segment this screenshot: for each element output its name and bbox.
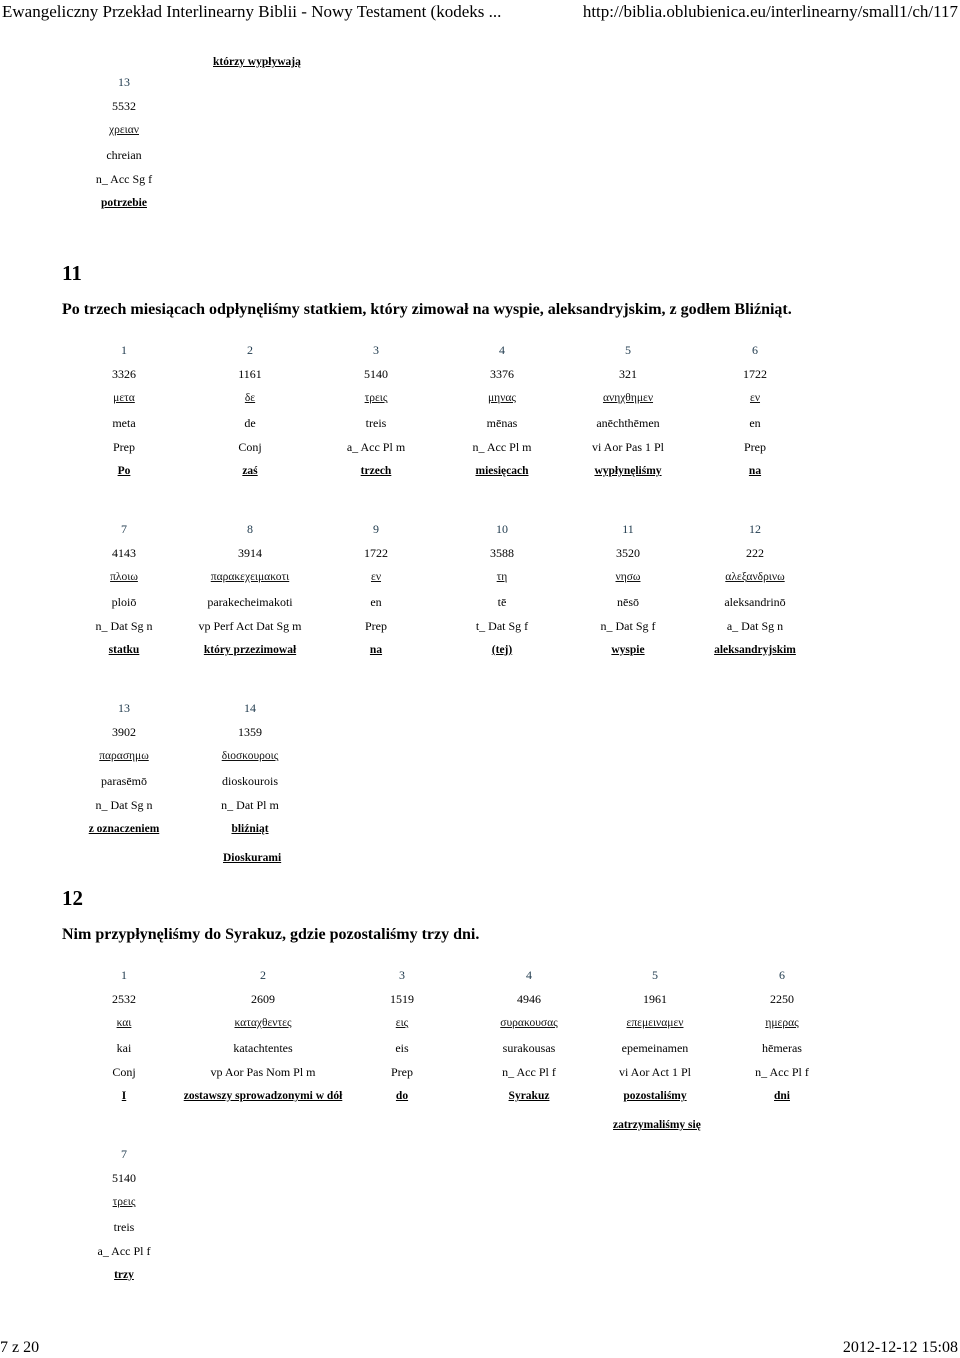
row-polish-translation xyxy=(0,461,960,481)
greek-word[interactable]: χρειαν xyxy=(109,124,139,137)
word-number: 2 xyxy=(247,343,253,357)
polish-translation[interactable]: który przezimował xyxy=(203,644,297,656)
strong-number: 2532 xyxy=(112,992,136,1007)
word-number: 6 xyxy=(779,968,785,982)
word-number: 7 xyxy=(121,1147,127,1161)
morphology: n_ Acc Pl f xyxy=(502,1064,556,1079)
strong-number: 2250 xyxy=(770,992,794,1007)
word-number: 13 xyxy=(118,75,130,89)
transliteration: en xyxy=(370,594,382,609)
strong-number: 3326 xyxy=(112,367,136,382)
transliteration: parakecheimakoti xyxy=(207,594,293,609)
row-polish-translation xyxy=(0,640,960,660)
morphology: a_ Acc Pl f xyxy=(97,1243,151,1258)
row-morphology xyxy=(0,1241,960,1261)
transliteration: de xyxy=(244,415,256,430)
row-morphology xyxy=(0,795,960,815)
verse-text: Po trzech miesiącach odpłynęliśmy statkiem, który zimował na wyspie, aleksandryjskim, z godłem Bliźniąt. xyxy=(62,301,792,318)
morphology: vp Aor Pas Nom Pl m xyxy=(210,1064,316,1079)
page-title: Ewangeliczny Przekład Interlinearny Biblii - Nowy Testament (kodeks ... xyxy=(2,2,502,21)
morphology: n_ Acc Sg f xyxy=(95,171,153,186)
alternative-translation[interactable]: którzy wypływają xyxy=(213,56,301,68)
polish-translation[interactable]: statku xyxy=(108,644,140,656)
word-number: 2 xyxy=(260,968,266,982)
row-transliteration xyxy=(0,1217,960,1237)
alternative-translation[interactable]: zatrzymaliśmy się xyxy=(613,1119,701,1131)
row-greek-word xyxy=(0,1013,960,1033)
greek-word[interactable]: παρακεχειμακοτι xyxy=(210,571,290,584)
row-strong-number xyxy=(0,543,960,563)
transliteration: chreian xyxy=(106,147,142,162)
strong-number: 3914 xyxy=(238,546,262,561)
word-number: 1 xyxy=(121,343,127,357)
greek-word[interactable]: τρεις xyxy=(112,1196,136,1209)
row-polish-translation xyxy=(0,1265,960,1285)
strong-number: 4143 xyxy=(112,546,136,561)
morphology: n_ Acc Pl f xyxy=(755,1064,809,1079)
morphology: n_ Dat Sg f xyxy=(600,618,656,633)
greek-word[interactable]: τη xyxy=(496,571,508,584)
greek-word[interactable]: νησω xyxy=(615,571,641,584)
word-number: 4 xyxy=(526,968,532,982)
row-word-number xyxy=(0,698,960,718)
strong-number: 1359 xyxy=(238,725,262,740)
polish-translation[interactable]: potrzebie xyxy=(101,197,147,209)
transliteration: eis xyxy=(395,1040,409,1055)
word-number: 7 xyxy=(121,522,127,536)
greek-word[interactable]: ημερας xyxy=(765,1017,799,1030)
row-transliteration xyxy=(0,413,960,433)
word-number: 3 xyxy=(373,343,379,357)
transliteration: aleksandrinō xyxy=(724,594,786,609)
row-transliteration xyxy=(0,592,960,612)
row-transliteration xyxy=(0,771,960,791)
verse-text: Nim przypłynęliśmy do Syrakuz, gdzie pozostaliśmy trzy dni. xyxy=(62,926,480,943)
morphology: Conj xyxy=(112,1064,136,1079)
strong-number: 2609 xyxy=(251,992,275,1007)
page-counter: 7 z 20 xyxy=(0,1339,40,1356)
greek-word[interactable]: παρασημω xyxy=(99,750,149,763)
word-number: 4 xyxy=(499,343,505,357)
word-number: 8 xyxy=(247,522,253,536)
greek-word[interactable]: διοσκουροις xyxy=(221,750,279,763)
morphology: n_ Acc Pl m xyxy=(472,439,532,454)
strong-number: 321 xyxy=(619,367,637,382)
morphology: n_ Dat Sg n xyxy=(95,618,153,633)
row-word-number xyxy=(0,965,960,985)
morphology: Prep xyxy=(113,439,135,454)
strong-number: 5140 xyxy=(112,1171,136,1186)
transliteration: ploiō xyxy=(111,594,137,609)
row-strong-number xyxy=(0,989,960,1009)
transliteration: dioskourois xyxy=(221,773,278,788)
morphology: Prep xyxy=(744,439,766,454)
transliteration: epemeinamen xyxy=(621,1040,689,1055)
greek-word[interactable]: πλοιω xyxy=(110,571,138,584)
row-polish-translation xyxy=(0,819,960,839)
greek-word[interactable]: ανηχθημεν xyxy=(602,392,654,405)
greek-word[interactable]: δε xyxy=(244,392,256,405)
strong-number: 4946 xyxy=(517,992,541,1007)
strong-number: 1519 xyxy=(390,992,414,1007)
row-strong-number xyxy=(0,364,960,384)
morphology: vi Aor Act 1 Pl xyxy=(618,1064,691,1079)
strong-number: 3902 xyxy=(112,725,136,740)
alternative-translation[interactable]: Dioskurami xyxy=(223,852,282,864)
strong-number: 3520 xyxy=(616,546,640,561)
transliteration: anēchthēmen xyxy=(596,415,660,430)
row-morphology xyxy=(0,616,960,636)
print-datetime: 2012-12-12 15:08 xyxy=(842,1339,958,1356)
browser-print-footer xyxy=(0,1338,960,1358)
transliteration: mēnas xyxy=(486,415,518,430)
polish-translation[interactable]: pozostaliśmy xyxy=(623,1090,687,1102)
polish-translation[interactable]: wypłynęliśmy xyxy=(594,465,662,477)
transliteration: en xyxy=(749,415,761,430)
word-number: 5 xyxy=(652,968,658,982)
morphology: a_ Dat Sg n xyxy=(726,618,784,633)
polish-translation[interactable]: Syrakuz xyxy=(508,1090,550,1102)
polish-translation[interactable]: dni xyxy=(774,1090,790,1102)
greek-word[interactable]: τρεις xyxy=(364,392,388,405)
strong-number: 5140 xyxy=(364,367,388,382)
polish-translation[interactable]: aleksandryjskim xyxy=(714,644,796,656)
strong-number: 3376 xyxy=(490,367,514,382)
morphology: Prep xyxy=(365,618,387,633)
strong-number: 222 xyxy=(746,546,764,561)
morphology: t_ Dat Sg f xyxy=(475,618,529,633)
row-greek-word xyxy=(0,567,960,587)
page-url: http://biblia.oblubienica.eu/interlinearny/small1/ch/117 xyxy=(582,2,958,21)
polish-translation[interactable]: do xyxy=(395,1090,409,1102)
polish-translation[interactable]: wyspie xyxy=(611,644,645,656)
morphology: Conj xyxy=(238,439,262,454)
polish-translation[interactable]: zaś xyxy=(242,465,258,477)
morphology: n_ Dat Sg n xyxy=(95,797,153,812)
verse-number: 12 xyxy=(62,886,83,910)
greek-word[interactable]: μηνας xyxy=(488,392,516,405)
transliteration: surakousas xyxy=(502,1040,556,1055)
morphology: vp Perf Act Dat Sg m xyxy=(198,618,302,633)
greek-word[interactable]: εν xyxy=(370,571,382,584)
greek-word[interactable]: συρακουσας xyxy=(500,1017,558,1030)
row-word-number xyxy=(0,519,960,539)
morphology: n_ Dat Pl m xyxy=(221,797,279,812)
word-number: 11 xyxy=(622,522,634,536)
transliteration: hēmeras xyxy=(762,1040,802,1055)
greek-word[interactable]: αλεξανδρινω xyxy=(725,571,785,584)
strong-number: 1722 xyxy=(364,546,388,561)
transliteration: treis xyxy=(365,415,387,430)
row-greek-word xyxy=(0,388,960,408)
greek-word[interactable]: μετα xyxy=(113,392,135,405)
word-number: 1 xyxy=(121,968,127,982)
row-polish-translation xyxy=(0,1086,960,1106)
polish-translation[interactable]: na xyxy=(748,465,762,477)
morphology: vi Aor Pas 1 Pl xyxy=(591,439,664,454)
row-greek-word xyxy=(0,1192,960,1212)
word-number: 3 xyxy=(399,968,405,982)
word-number: 12 xyxy=(749,522,761,536)
word-number: 9 xyxy=(373,522,379,536)
verse-number: 11 xyxy=(62,261,82,285)
transliteration: nēsō xyxy=(617,594,639,609)
word-number: 10 xyxy=(496,522,508,536)
morphology: Prep xyxy=(391,1064,413,1079)
strong-number: 5532 xyxy=(112,99,136,114)
row-word-number xyxy=(0,1144,960,1164)
polish-translation[interactable]: trzy xyxy=(114,1269,134,1281)
transliteration: tē xyxy=(497,594,507,609)
row-morphology xyxy=(0,437,960,457)
transliteration: treis xyxy=(113,1219,135,1234)
polish-translation[interactable]: na xyxy=(369,644,383,656)
greek-word[interactable]: εν xyxy=(749,392,761,405)
polish-translation[interactable]: miesięcach xyxy=(475,465,529,477)
polish-translation[interactable]: zostawszy sprowadzonymi w dół xyxy=(183,1090,343,1102)
polish-translation[interactable]: Po xyxy=(117,465,131,477)
polish-translation[interactable]: z oznaczeniem xyxy=(88,823,160,835)
morphology: a_ Acc Pl m xyxy=(346,439,406,454)
transliteration: katachtentes xyxy=(233,1040,293,1055)
greek-word[interactable]: επεμειναμεν xyxy=(626,1017,684,1030)
transliteration: parasēmō xyxy=(101,773,147,788)
word-number: 13 xyxy=(118,701,130,715)
word-number: 14 xyxy=(244,701,256,715)
strong-number: 1961 xyxy=(643,992,667,1007)
greek-word[interactable]: καταχθεντες xyxy=(234,1017,292,1030)
greek-word[interactable]: εις xyxy=(395,1017,409,1030)
row-morphology xyxy=(0,1062,960,1082)
strong-number: 1161 xyxy=(238,367,262,382)
strong-number: 3588 xyxy=(490,546,514,561)
word-number: 6 xyxy=(752,343,758,357)
polish-translation[interactable]: trzech xyxy=(360,465,392,477)
polish-translation[interactable]: (tej) xyxy=(491,644,513,656)
transliteration: meta xyxy=(112,415,136,430)
polish-translation[interactable]: bliźniąt xyxy=(231,823,269,835)
polish-translation[interactable]: I xyxy=(121,1090,127,1102)
row-greek-word xyxy=(0,746,960,766)
row-strong-number xyxy=(0,722,960,742)
word-number: 5 xyxy=(625,343,631,357)
strong-number: 1722 xyxy=(743,367,767,382)
row-strong-number xyxy=(0,1168,960,1188)
transliteration: kai xyxy=(116,1040,132,1055)
greek-word[interactable]: και xyxy=(116,1017,132,1030)
row-transliteration xyxy=(0,1038,960,1058)
row-word-number xyxy=(0,340,960,360)
